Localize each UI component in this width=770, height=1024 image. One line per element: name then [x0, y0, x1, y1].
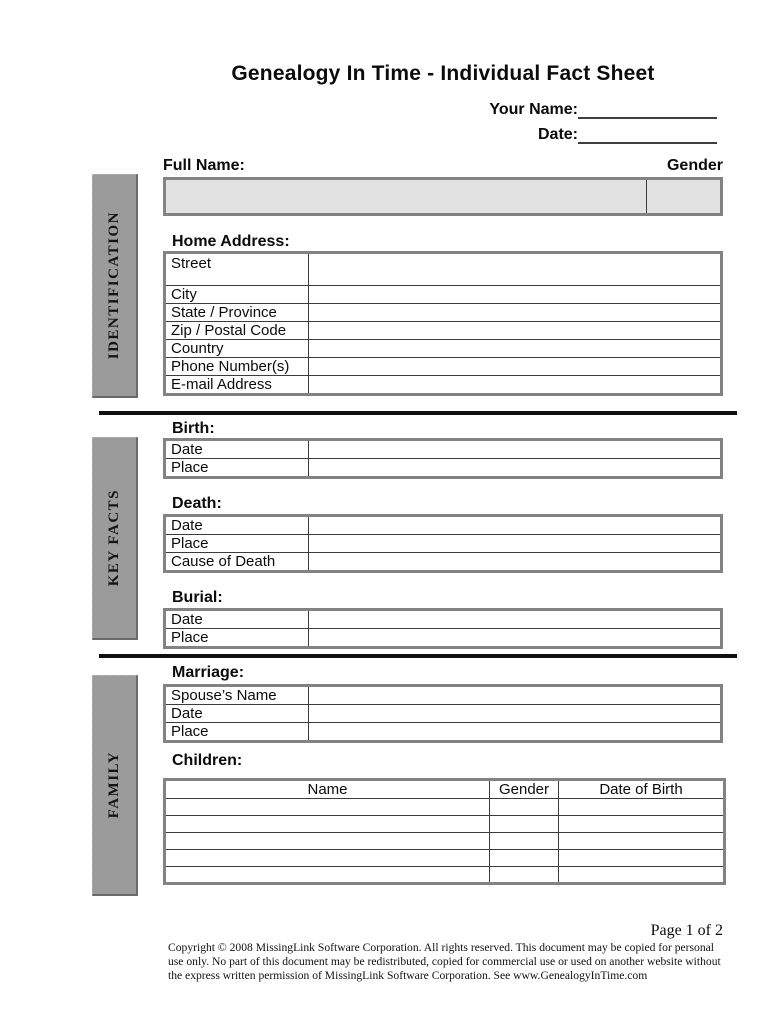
your-name-row — [489, 101, 717, 119]
home-address-label: Home Address: — [172, 233, 290, 250]
child-name-field[interactable] — [165, 833, 490, 850]
home-address-table — [163, 251, 723, 396]
date-label: Date: — [537, 126, 578, 143]
your-name-label: Your Name: — [489, 101, 578, 118]
child-row — [165, 867, 725, 884]
children-table — [163, 778, 726, 885]
table-row — [165, 459, 722, 478]
row-label: E-mail Address — [165, 376, 309, 395]
row-label: Date — [165, 610, 309, 629]
section-divider — [99, 411, 737, 415]
row-label: Place — [165, 723, 309, 742]
child-gender-field[interactable] — [490, 833, 559, 850]
children-col-gender: Gender — [490, 780, 559, 799]
children-col-name: Name — [165, 780, 490, 799]
child-gender-field[interactable] — [490, 850, 559, 867]
child-name-field[interactable] — [165, 799, 490, 816]
child-name-field[interactable] — [165, 867, 490, 884]
table-row — [165, 322, 722, 340]
identification-section-label: IDENTIFICATION — [106, 211, 122, 360]
children-header-row — [165, 780, 725, 799]
table-row — [165, 686, 722, 705]
email-field[interactable] — [309, 376, 722, 395]
death-table — [163, 514, 723, 573]
child-gender-field[interactable] — [490, 816, 559, 833]
cause-of-death-field[interactable] — [309, 553, 722, 572]
family-section-label: FAMILY — [106, 751, 122, 819]
child-dob-field[interactable] — [559, 833, 725, 850]
row-label: Place — [165, 459, 309, 478]
your-name-field[interactable] — [578, 102, 717, 119]
gender-field[interactable] — [647, 180, 720, 213]
row-label: Date — [165, 705, 309, 723]
birth-place-field[interactable] — [309, 459, 722, 478]
birth-table — [163, 438, 723, 479]
row-label: Cause of Death — [165, 553, 309, 572]
page-title: Genealogy In Time - Individual Fact Sheet — [231, 62, 655, 85]
child-gender-field[interactable] — [490, 867, 559, 884]
child-row — [165, 833, 725, 850]
full-name-field[interactable] — [166, 180, 647, 213]
gender-label: Gender — [666, 157, 723, 174]
child-dob-field[interactable] — [559, 850, 725, 867]
state-province-field[interactable] — [309, 304, 722, 322]
child-dob-field[interactable] — [559, 816, 725, 833]
key-facts-section-label: KEY FACTS — [106, 489, 122, 587]
burial-date-field[interactable] — [309, 610, 722, 629]
table-row — [165, 358, 722, 376]
family-section-bar — [92, 675, 138, 896]
zip-postal-field[interactable] — [309, 322, 722, 340]
child-row — [165, 816, 725, 833]
child-row — [165, 850, 725, 867]
children-col-dob: Date of Birth — [559, 780, 725, 799]
table-row — [165, 304, 722, 322]
table-row — [165, 553, 722, 572]
date-field[interactable] — [578, 127, 717, 144]
city-field[interactable] — [309, 286, 722, 304]
death-place-field[interactable] — [309, 535, 722, 553]
burial-table — [163, 608, 723, 649]
date-row — [538, 126, 717, 144]
burial-label: Burial: — [172, 589, 223, 606]
marriage-place-field[interactable] — [309, 723, 722, 742]
marriage-table — [163, 684, 723, 743]
table-row — [165, 440, 722, 459]
child-dob-field[interactable] — [559, 799, 725, 816]
table-row — [165, 376, 722, 395]
row-label: Street — [165, 253, 309, 286]
row-label: Zip / Postal Code — [165, 322, 309, 340]
country-field[interactable] — [309, 340, 722, 358]
table-row — [165, 629, 722, 648]
row-label: Spouse’s Name — [165, 686, 309, 705]
identification-section-bar — [92, 174, 138, 398]
table-row — [165, 253, 722, 286]
section-divider — [99, 654, 737, 658]
street-field[interactable] — [309, 253, 722, 286]
marriage-date-field[interactable] — [309, 705, 722, 723]
key-facts-section-bar — [92, 437, 138, 640]
row-label: City — [165, 286, 309, 304]
table-row — [165, 286, 722, 304]
marriage-label: Marriage: — [172, 664, 245, 681]
death-date-field[interactable] — [309, 516, 722, 535]
birth-date-field[interactable] — [309, 440, 722, 459]
child-name-field[interactable] — [165, 816, 490, 833]
full-name-box — [163, 177, 723, 216]
row-label: Date — [165, 516, 309, 535]
copyright-text: Copyright © 2008 MissingLink Software Corporation. All rights reserved. This document may be copied for personal use only. No part of this document may be redistributed, copied for commercial use or used on another website without the express written permission of MissingLink Software Corporation. See www.GenealogyInTime.com — [168, 941, 721, 982]
child-row — [165, 799, 725, 816]
burial-place-field[interactable] — [309, 629, 722, 648]
table-row — [165, 340, 722, 358]
row-label: Place — [165, 535, 309, 553]
phone-field[interactable] — [309, 358, 722, 376]
table-row — [165, 723, 722, 742]
full-name-label: Full Name: — [163, 157, 245, 174]
child-name-field[interactable] — [165, 850, 490, 867]
table-row — [165, 610, 722, 629]
table-row — [165, 705, 722, 723]
row-label: Place — [165, 629, 309, 648]
table-row — [165, 535, 722, 553]
row-label: Country — [165, 340, 309, 358]
table-row — [165, 516, 722, 535]
child-gender-field[interactable] — [490, 799, 559, 816]
row-label: Date — [165, 440, 309, 459]
row-label: State / Province — [165, 304, 309, 322]
birth-label: Birth: — [172, 420, 215, 437]
spouse-name-field[interactable] — [309, 686, 722, 705]
death-label: Death: — [172, 495, 222, 512]
page-number: Page 1 of 2 — [650, 922, 723, 939]
child-dob-field[interactable] — [559, 867, 725, 884]
children-label: Children: — [172, 752, 243, 769]
full-name-label-row — [163, 157, 723, 175]
row-label: Phone Number(s) — [165, 358, 309, 376]
